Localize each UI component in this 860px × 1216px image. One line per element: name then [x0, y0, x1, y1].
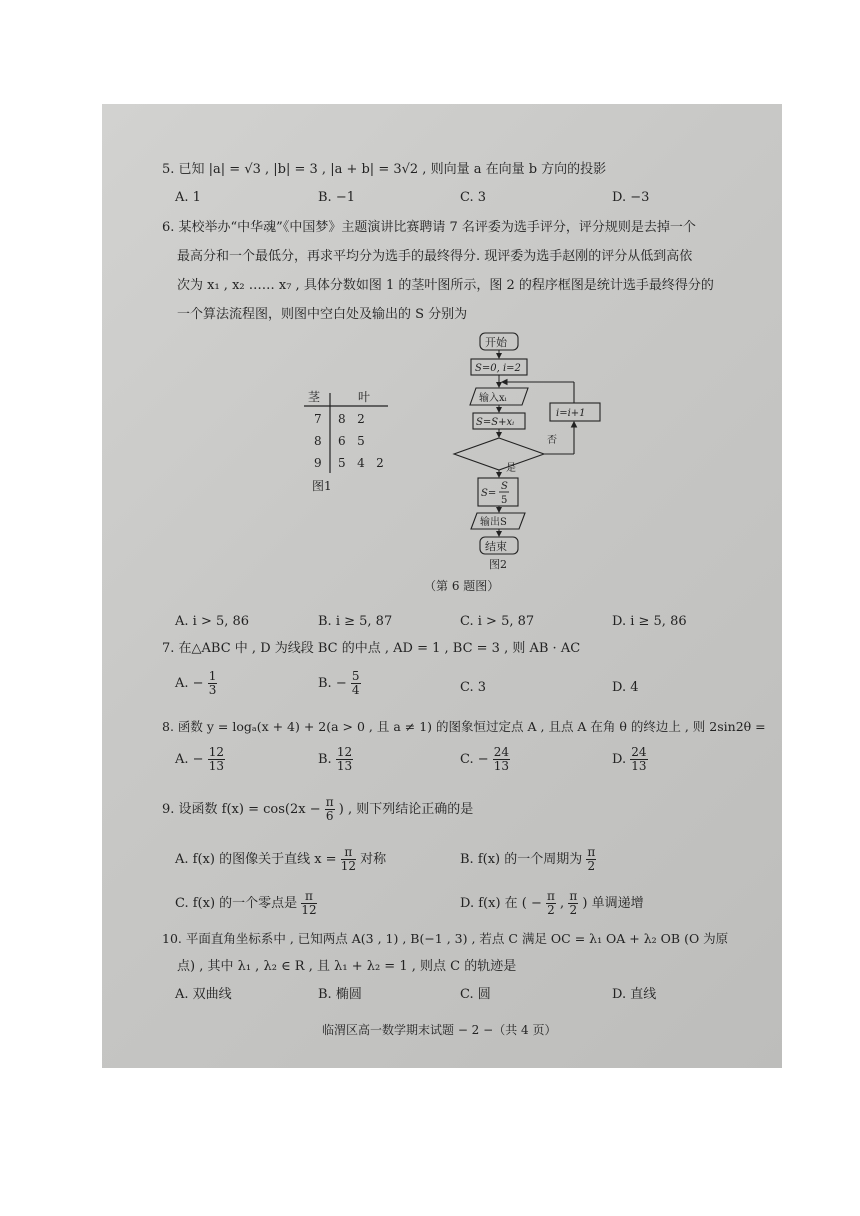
figure-2-caption: 图2 — [489, 558, 507, 571]
stem-leaf-plot — [300, 385, 400, 500]
stem-row-3-stem: 9 — [314, 456, 322, 470]
q8-option-a: A. − $\frac{12}{13}$ — [175, 745, 224, 773]
q5-stem: 5. 已知 |a| = √3 , |b| = 3 , |a + b| = 3√2 , 则向量 a 在向量 b 方向的投影 — [162, 162, 607, 177]
flow-output-label: 输出S — [480, 517, 507, 528]
q6-option-a: A. i > 5, 86 — [175, 614, 250, 629]
stem-row-2-leaves: 6 5 — [338, 434, 365, 448]
q9-option-b: B. f(x) 的一个周期为 $\frac{\pi}{2}$ — [460, 845, 596, 873]
q7-stem: 7. 在△ABC 中 , D 为线段 BC 的中点 , AD = 1 , BC = 3 , 则 AB · AC — [162, 641, 581, 656]
flow-no-label: 否 — [547, 435, 557, 446]
q10-option-c: C. 圆 — [460, 987, 491, 1002]
q10-option-a: A. 双曲线 — [175, 987, 232, 1002]
stem-row-3-leaves: 5 4 2 — [338, 456, 384, 470]
q6-line-1: 6. 某校举办“中华魂”《中国梦》主题演讲比赛聘请 7 名评委为选手评分，评分规则是去掉一个 — [162, 220, 696, 235]
q9-option-c: C. f(x) 的一个零点是 $\frac{\pi}{12}$ — [175, 889, 317, 917]
flow-decision-diamond — [454, 438, 544, 470]
q5-option-b: B. −1 — [318, 190, 355, 205]
q6-figure-caption: （第 6 题图） — [424, 579, 500, 593]
q6-option-d: D. i ≥ 5, 86 — [612, 614, 687, 629]
q10-option-d: D. 直线 — [612, 987, 657, 1002]
q7-option-a: A. − $\frac{1}{3}$ — [175, 669, 217, 697]
leaf-header: 叶 — [358, 390, 371, 404]
q5-option-c: C. 3 — [460, 190, 487, 205]
flow-end-label: 结束 — [485, 540, 507, 553]
q7-option-b: B. − $\frac{5}{4}$ — [318, 669, 360, 697]
flow-divide-lhs: S= — [481, 488, 497, 499]
q5-option-d: D. −3 — [612, 190, 650, 205]
q10-line-2: 点) , 其中 λ₁ , λ₂ ∈ R , 且 λ₁ + λ₂ = 1 , 则点 C 的轨迹是 — [177, 959, 517, 974]
q8-option-d: D. $\frac{24}{13}$ — [612, 745, 647, 773]
page-footer: 临渭区高一数学期末试题 − 2 −（共 4 页） — [322, 1023, 557, 1037]
q8-stem: 8. 函数 y = logₐ(x + 4) + 2(a > 0 , 且 a ≠ 1) 的图象恒过定点 A , 且点 A 在角 θ 的终边上 , 则 2sin2θ = — [162, 719, 766, 734]
q9-option-d: D. f(x) 在 ( − $\frac{\pi}{2}$ , $\frac{\pi}{2}$ ) 单调递增 — [460, 889, 644, 917]
flow-accum-label: S=S+xᵢ — [476, 417, 515, 428]
stem-row-1-leaves: 8 2 — [338, 412, 365, 426]
q6-option-b: B. i ≥ 5, 87 — [318, 614, 393, 629]
q7-option-c: C. 3 — [460, 680, 487, 695]
q7-option-d: D. 4 — [612, 680, 639, 695]
q9-option-a: A. f(x) 的图像关于直线 x = $\frac{\pi}{12}$ 对称 — [175, 845, 387, 873]
flowchart — [450, 330, 610, 575]
q6-option-c: C. i > 5, 87 — [460, 614, 535, 629]
q8-option-b: B. $\frac{12}{13}$ — [318, 745, 353, 773]
stem-header: 茎 — [308, 390, 321, 404]
flow-input-label: 输入xᵢ — [479, 393, 507, 404]
flow-divide-den: 5 — [501, 495, 508, 506]
q10-option-b: B. 椭圆 — [318, 987, 362, 1002]
q10-line-1: 10. 平面直角坐标系中 , 已知两点 A(3 , 1) , B(−1 , 3) , 若点 C 满足 OC = λ₁ OA + λ₂ OB (O 为原 — [162, 931, 729, 946]
flow-yes-label: 是 — [506, 463, 516, 474]
figure-1-caption: 图1 — [312, 479, 332, 493]
q6-line-2: 最高分和一个最低分，再求平均分为选手的最终得分. 现评委为选手赵刚的评分从低到高依 — [177, 249, 693, 264]
stem-row-2-stem: 8 — [314, 434, 322, 448]
q6-line-3: 次为 x₁ , x₂ …… x₇ , 具体分数如图 1 的茎叶图所示，图 2 的程序框图是统计选手最终得分的 — [177, 278, 714, 293]
q8-option-c: C. − $\frac{24}{13}$ — [460, 745, 510, 773]
q6-line-4: 一个算法流程图，则图中空白处及输出的 S 分别为 — [177, 307, 468, 322]
flow-init-label: S=0, i=2 — [475, 363, 521, 374]
q9-stem: 9. 设函数 f(x) = cos(2x − $\frac{\pi}{6}$ ) , 则下列结论正确的是 — [162, 795, 474, 823]
stem-row-1-stem: 7 — [314, 412, 322, 426]
flow-start-label: 开始 — [485, 336, 507, 349]
q5-option-a: A. 1 — [175, 190, 201, 205]
flow-increment-label: i=i+1 — [556, 408, 586, 419]
flow-divide-num: S — [501, 481, 508, 492]
